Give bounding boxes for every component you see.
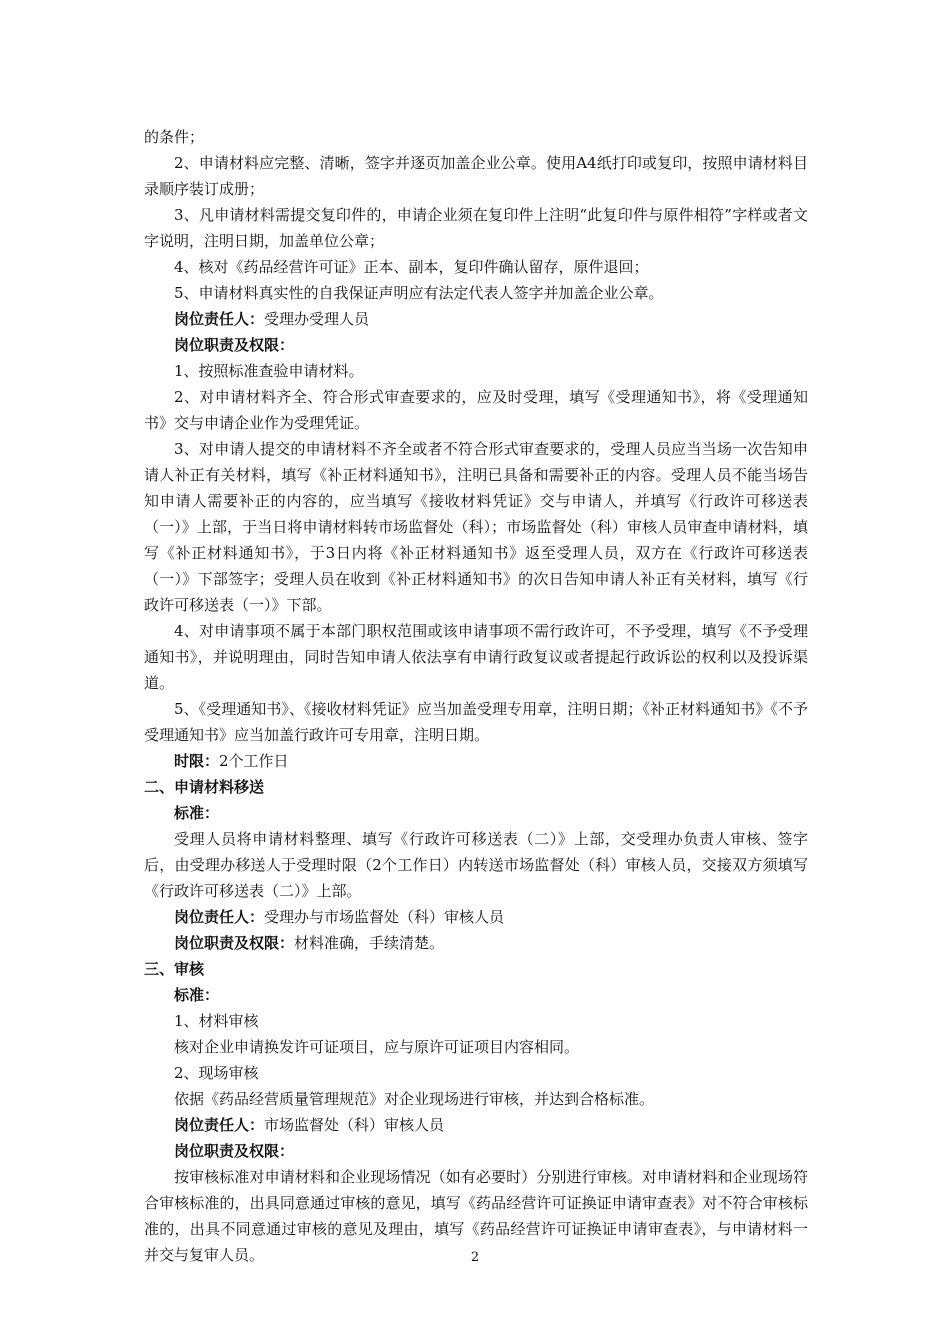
paragraph-text: 4、对申请事项不属于本部门职权范围或该申请事项不需行政许可，不予受理，填写《不予受理通知书》，并说明理由，同时告知申请人依法享有申请行政复议或者提起行政诉讼的权利以及投诉渠道。 — [144, 622, 808, 692]
paragraph — [144, 956, 808, 982]
bold-label: 岗位职责及权限： — [174, 934, 295, 952]
paragraph — [144, 930, 808, 956]
paragraph — [144, 1112, 808, 1138]
paragraph — [144, 826, 808, 904]
paragraph — [144, 748, 808, 774]
bold-label: 三、审核 — [144, 960, 205, 978]
paragraph-text: 材料准确，手续清楚。 — [294, 934, 445, 952]
document-body — [144, 124, 808, 1268]
paragraph — [144, 202, 808, 254]
paragraph — [144, 306, 808, 332]
paragraph — [144, 904, 808, 930]
bold-label: 标准： — [174, 986, 220, 1004]
paragraph-text: 3、凡申请材料需提交复印件的，申请企业须在复印件上注明“此复印件与原件相符”字样或者文字说明，注明日期，加盖单位公章； — [144, 206, 808, 250]
paragraph-text: 受理办受理人员 — [264, 310, 370, 328]
paragraph-text: 1、按照标准查验申请材料。 — [174, 362, 364, 380]
paragraph — [144, 384, 808, 436]
paragraph-text: 5、《受理通知书》、《接收材料凭证》应当加盖受理专用章，注明日期；《补正材料通知书》《不予受理通知书》应当加盖行政许可专用章，注明日期。 — [144, 700, 808, 744]
paragraph-text: 核对企业申请换发许可证项目，应与原许可证项目内容相同。 — [174, 1038, 580, 1056]
paragraph-text: 2个工作日 — [219, 752, 289, 770]
paragraph — [144, 124, 808, 150]
paragraph — [144, 696, 808, 748]
paragraph — [144, 1086, 808, 1112]
paragraph-text: 3、对申请人提交的申请材料不齐全或者不符合形式审查要求的，受理人员应当当场一次告知申请人补正有关材料，填写《补正材料通知书》，注明已具备和需要补正的内容。受理人员不能当场告知申请人需要补正的内容的，应当填写《接收材料凭证》交与申请人，并填写《行政许可移送表（一）》上部，于当日将申请材料转市场监督处（科）；市场监督处（科）审核人员审查申请材料，填写《补正材料通知书》，于3日内将《补正材料通知书》返至受理人员，双方在《行政许可移送表（一）》下部签字；受理人员在收到《补正材料通知书》的次日告知申请人补正有关材料，填写《行政许可移送表（一）》下部。 — [144, 440, 808, 614]
paragraph — [144, 800, 808, 826]
paragraph-text: 的条件； — [144, 128, 205, 146]
paragraph — [144, 1008, 808, 1034]
paragraph — [144, 280, 808, 306]
paragraph — [144, 358, 808, 384]
bold-label: 二、申请材料移送 — [144, 778, 265, 796]
bold-label: 时限： — [174, 752, 220, 770]
paragraph — [144, 254, 808, 280]
paragraph-text: 5、申请材料真实性的自我保证声明应有法定代表人签字并加盖企业公章。 — [174, 284, 664, 302]
bold-label: 岗位责任人： — [174, 908, 265, 926]
paragraph — [144, 982, 808, 1008]
paragraph-text: 按审核标准对申请材料和企业现场情况（如有必要时）分别进行审核。对申请材料和企业现场符合审核标准的，出具同意通过审核的意见，填写《药品经营许可证换证申请审查表》对不符合审核标准的，出具不同意通过审核的意见及理由，填写《药品经营许可证换证申请审查表》，与申请材料一并交与复审人员。 — [144, 1168, 808, 1264]
bold-label: 岗位职责及权限： — [174, 1142, 295, 1160]
page-number: 2 — [470, 1250, 480, 1265]
paragraph — [144, 774, 808, 800]
paragraph-text: 依据《药品经营质量管理规范》对企业现场进行审核，并达到合格标准。 — [174, 1090, 655, 1108]
paragraph-text: 1、材料审核 — [174, 1012, 259, 1030]
paragraph-text: 受理人员将申请材料整理、填写《行政许可移送表（二）》上部，交受理办负责人审核、签字后，由受理办移送人于受理时限（2个工作日）内转送市场监督处（科）审核人员，交接双方须填写《行政许可移送表（二）》上部。 — [144, 830, 808, 900]
bold-label: 岗位职责及权限： — [174, 336, 295, 354]
paragraph-text: 4、核对《药品经营许可证》正本、副本，复印件确认留存，原件退回； — [174, 258, 649, 276]
paragraph — [144, 1034, 808, 1060]
paragraph — [144, 150, 808, 202]
bold-label: 岗位责任人： — [174, 1116, 265, 1134]
paragraph-text: 2、申请材料应完整、清晰，签字并逐页加盖企业公章。使用A4纸打印或复印，按照申请材料目录顺序装订成册； — [144, 154, 808, 198]
bold-label: 岗位责任人： — [174, 310, 265, 328]
bold-label: 标准： — [174, 804, 220, 822]
paragraph — [144, 436, 808, 618]
paragraph — [144, 1138, 808, 1164]
paragraph — [144, 618, 808, 696]
paragraph-text: 市场监督处（科）审核人员 — [264, 1116, 445, 1134]
paragraph-text: 受理办与市场监督处（科）审核人员 — [264, 908, 505, 926]
paragraph-text: 2、现场审核 — [174, 1064, 259, 1082]
paragraph — [144, 1060, 808, 1086]
paragraph-text: 2、对申请材料齐全、符合形式审查要求的，应及时受理，填写《受理通知书》，将《受理通知书》交与申请企业作为受理凭证。 — [144, 388, 808, 432]
paragraph — [144, 332, 808, 358]
